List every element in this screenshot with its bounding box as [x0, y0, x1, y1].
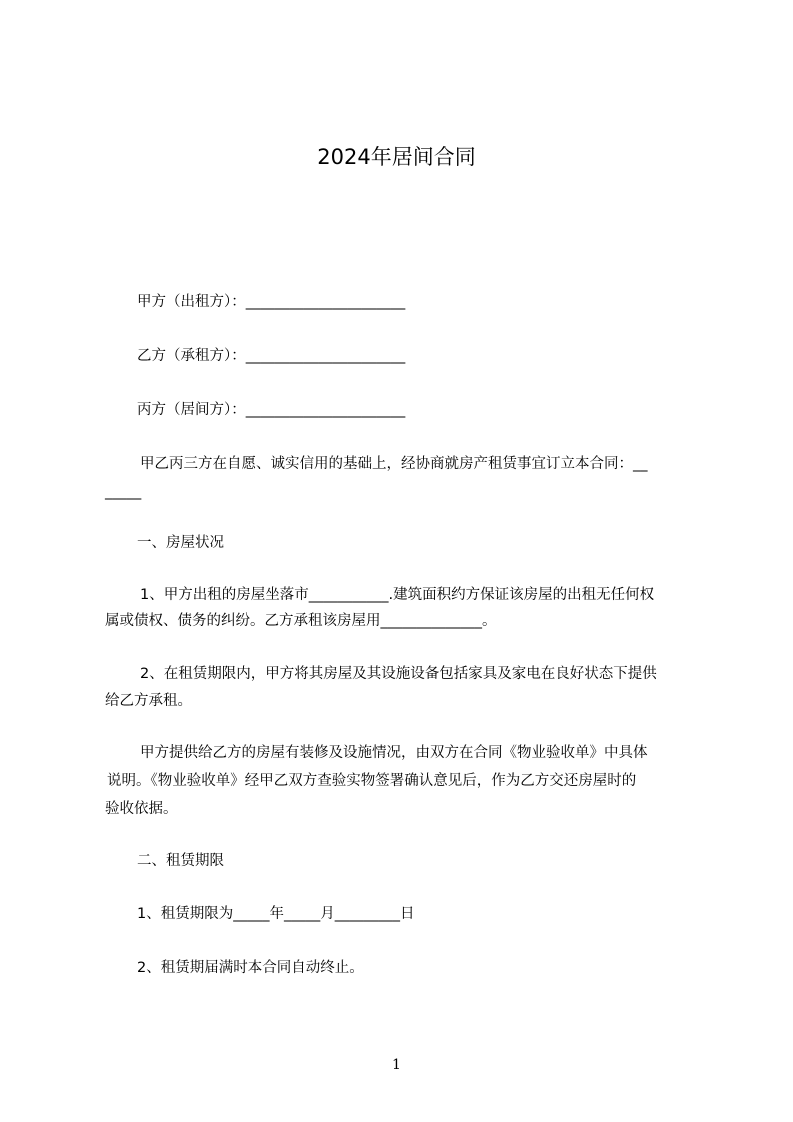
intro-line-2: _____	[105, 484, 142, 500]
section-1-para-line-3: 验收依据。	[105, 801, 178, 817]
section-1-item-1-line-1: 1、甲方出租的房屋坐落市___________.建筑面积约方保证该房屋的出租无任何权	[140, 587, 655, 603]
party-c-line: 丙方（居间方）：______________________	[137, 402, 406, 418]
section-1-heading: 一、房屋状况	[137, 535, 224, 551]
party-a-line: 甲方（出租方）：______________________	[137, 294, 406, 310]
section-1-item-2-line-2: 给乙方承租。	[105, 693, 192, 709]
section-1-para-line-2: 说明。《物业验收单》经甲乙双方查验实物签署确认意见后，作为乙方交还房屋时的	[107, 773, 637, 789]
document-title: 2024年居间合同	[317, 145, 476, 169]
party-b-line: 乙方（承租方）：______________________	[137, 348, 406, 364]
section-2-item-1: 1、租赁期限为_____年_____月_________日	[137, 906, 415, 922]
section-1-item-1-line-2: 属或债权、债务的纠纷。乙方承租该房屋用______________。	[105, 613, 497, 629]
page-number: 1	[392, 1057, 401, 1073]
section-1-item-2-line-1: 2、在租赁期限内，甲方将其房屋及其设施设备包括家具及家电在良好状态下提供	[140, 666, 657, 682]
section-2-item-2: 2、租赁期届满时本合同自动终止。	[137, 960, 364, 976]
intro-line-1: 甲乙丙三方在自愿、诚实信用的基础上，经协商就房产租赁事宜订立本合同：__	[140, 456, 648, 472]
section-2-heading: 二、租赁期限	[137, 853, 224, 869]
section-1-para-line-1: 甲方提供给乙方的房屋有装修及设施情况，由双方在合同《物业验收单》中具体	[140, 745, 648, 761]
